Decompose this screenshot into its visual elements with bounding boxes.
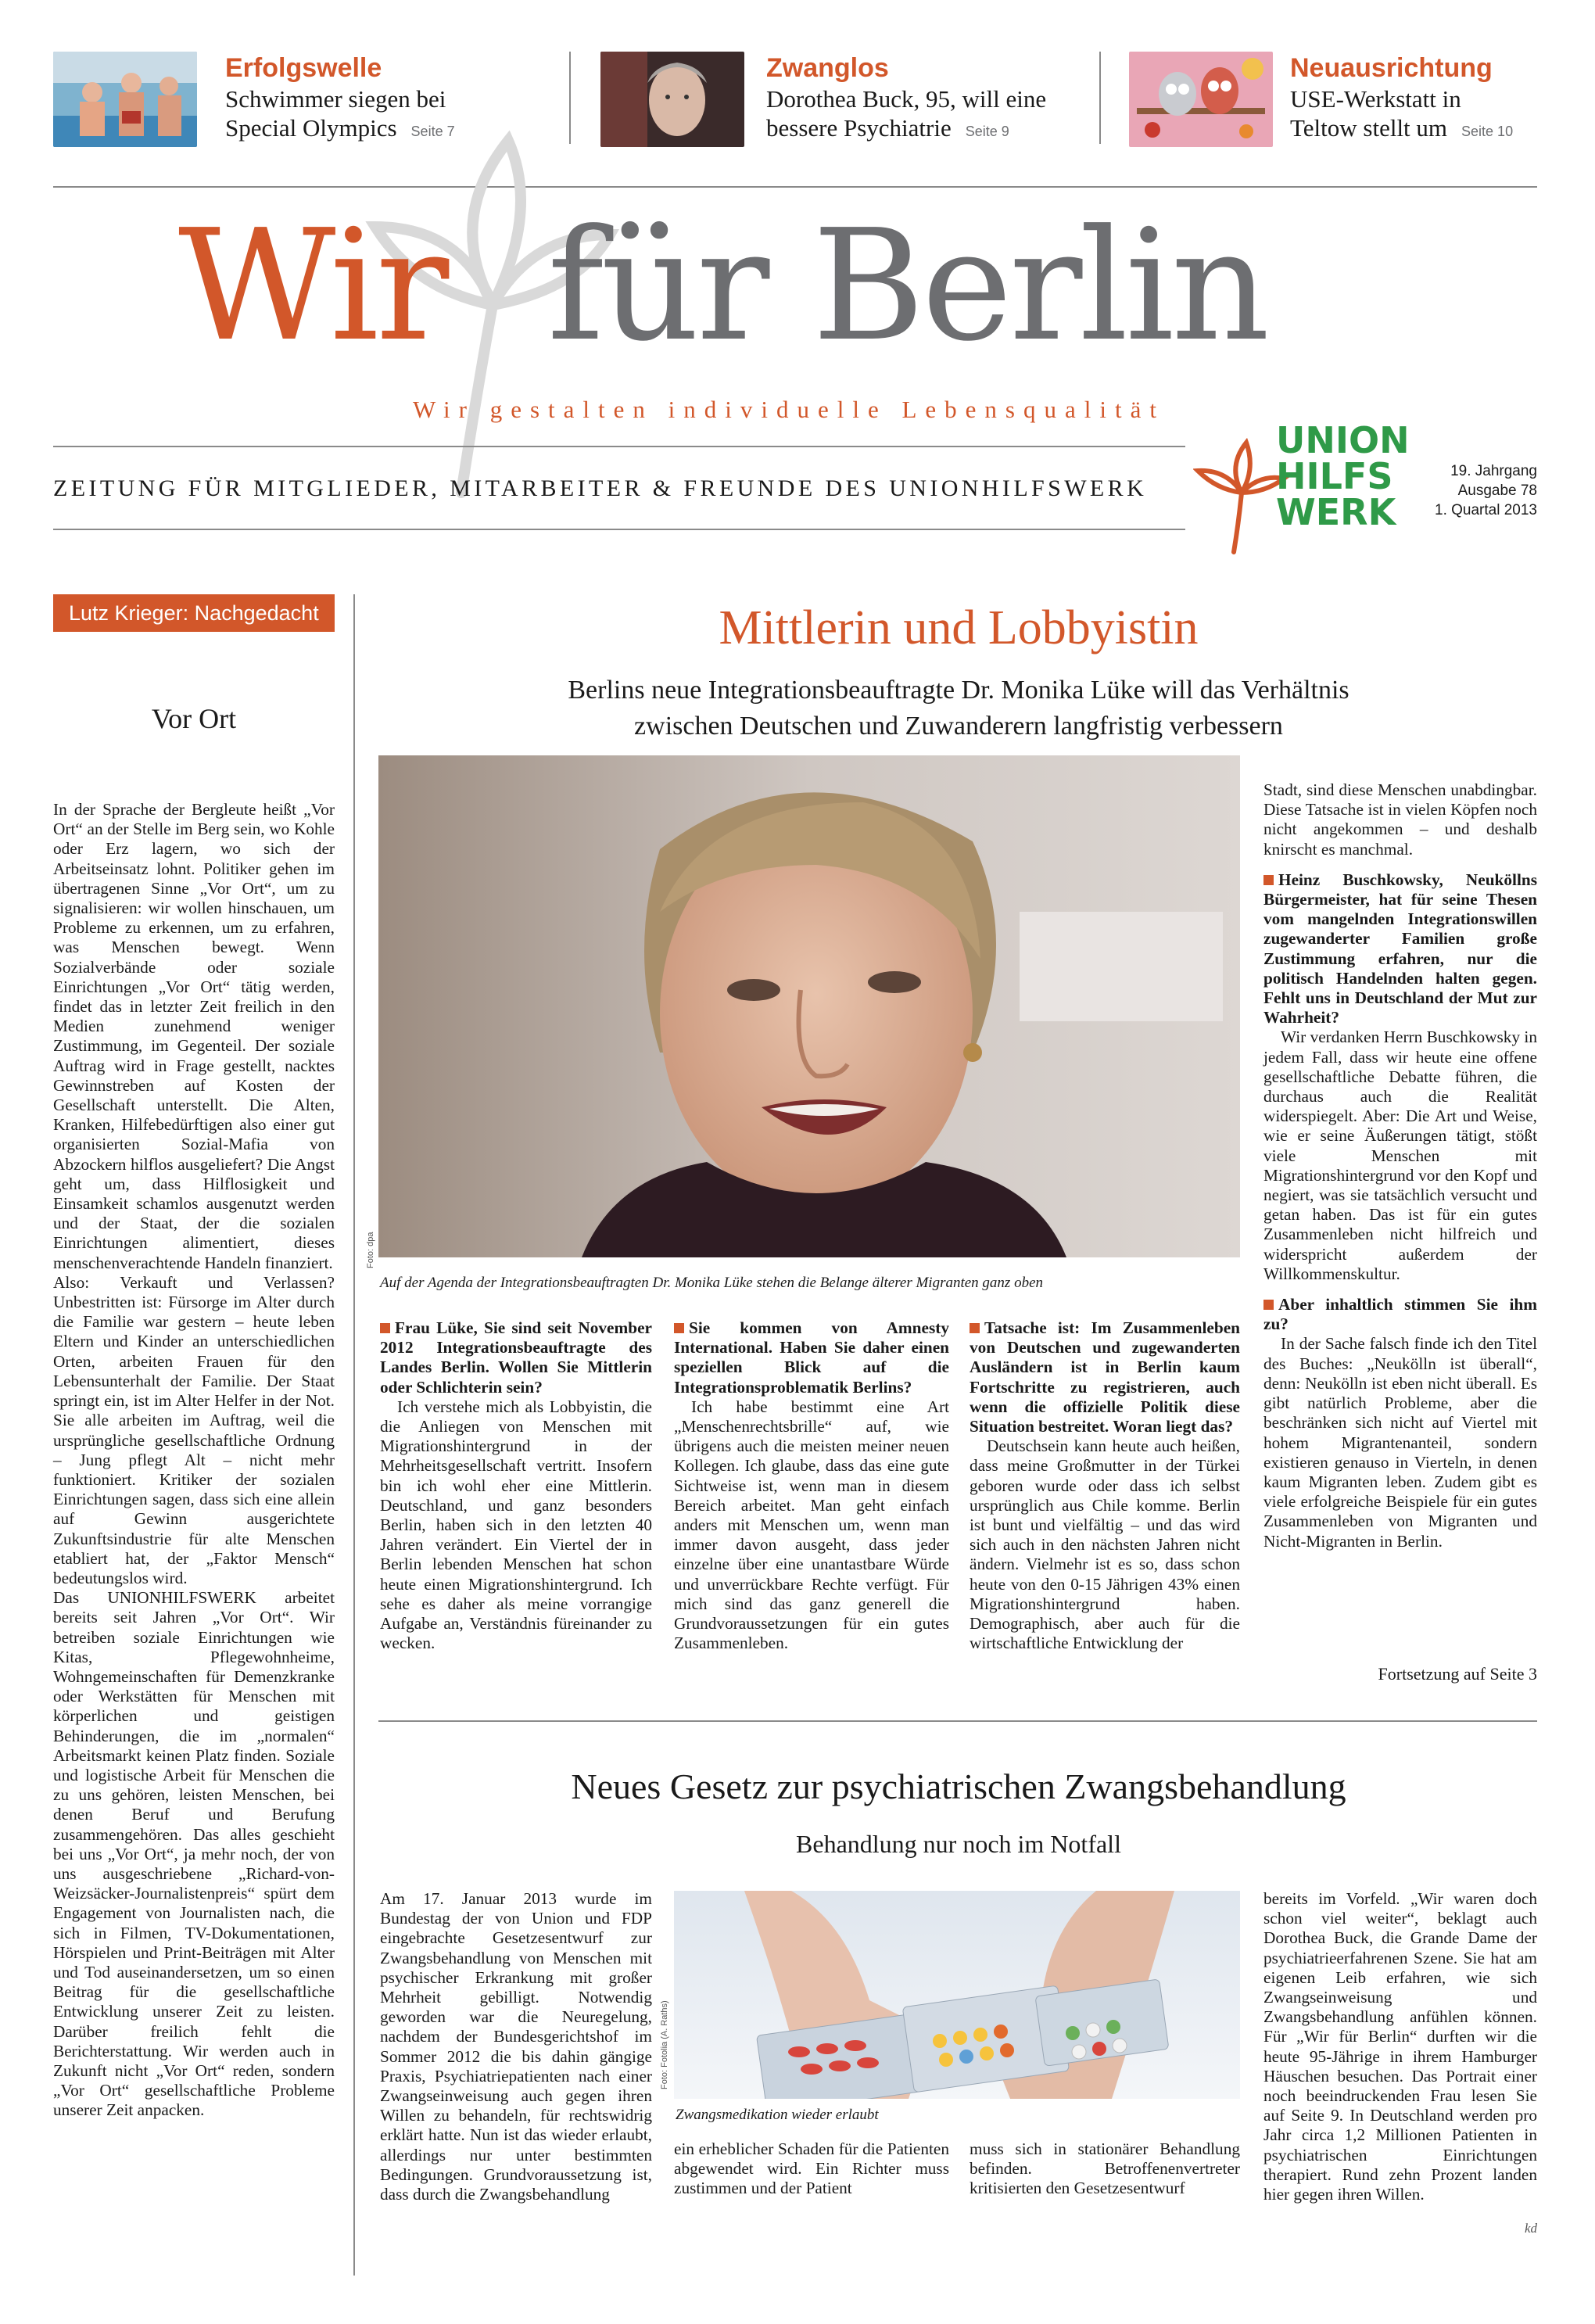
teaser-line: USE-Werkstatt in bbox=[1290, 85, 1461, 113]
issue-info bbox=[1407, 461, 1537, 520]
interview-question bbox=[380, 1318, 652, 1397]
masthead-title-berlin[interactable]: für Berlin bbox=[547, 197, 1267, 375]
issue-quarter: 1. Quartal 2013 bbox=[1435, 502, 1537, 518]
interview-answer: Deutschsein kann heute auch heißen, dass meine Großmutter in der Türkei geboren wurde oder dass ich selbst ursprünglich aus Chile komme. Berlin ist bunt und vielfältig – und das wird sich auch in den nächsten Jahren nicht ändern. Vielmehr ist es so, dass schon heute von den 0-15 Jährigen 43% einen Migrationshintergrund haben. Demographisch, aber auch für die wirtschaftliche Entwicklung der bbox=[970, 1436, 1240, 1653]
article-paragraph: muss sich in stationärer Behandlung befinden. Betroffenenvertreter kritisierten den Gesetzesentwurf bbox=[970, 2139, 1240, 2198]
teaser-line: Dorothea Buck, 95, will eine bbox=[766, 85, 1047, 113]
bullet-square-icon bbox=[380, 1323, 390, 1333]
teaser-line: Teltow stellt um bbox=[1290, 114, 1448, 142]
second-subhead: Behandlung nur noch im Notfall bbox=[796, 1830, 1121, 1858]
second-column-1 bbox=[380, 1889, 652, 2204]
logo-text-union: UNION bbox=[1276, 419, 1410, 461]
bullet-square-icon bbox=[1263, 875, 1274, 885]
lead-subhead-line: Berlins neue Integrationsbeauftragte Dr. Monika Lüke will das Verhältnis bbox=[568, 676, 1349, 705]
bullet-square-icon bbox=[1263, 1300, 1274, 1310]
interview-answer: Stadt, sind diese Menschen unabdingbar. Diese Tatsache ist in vielen Köpfen noch nicht angekommen – und deshalb knirscht es manchmal. bbox=[1263, 780, 1537, 859]
lead-column-1 bbox=[380, 1318, 652, 1653]
teaser-line: Schwimmer siegen bei bbox=[225, 85, 446, 113]
second-column-4 bbox=[1263, 1889, 1537, 2204]
lead-subhead bbox=[380, 672, 1537, 744]
photo-credit: Foto: dpa bbox=[366, 1232, 375, 1268]
teaser-line: bessere Psychiatrie bbox=[766, 114, 952, 142]
second-photo-caption: Zwangsmedikation wieder erlaubt bbox=[676, 2107, 879, 2123]
masthead-top-rule bbox=[53, 186, 1537, 188]
interview-answer: Wir verdanken Herrn Buschkowsky in jedem Fall, dass wir heute eine offene gesellschaftliche Debatte führen, die durchaus auch die Realität widerspiegelt. Aber: Die Art und Weise, wie er seine Äußerungen tätigt, stößt viele Menschen mit Migrationshintergrund vor den Kopf und negiert, was sie tatsächlich versucht und getan haben. Das ist für ein gutes Zusammenleben nicht hilfreich und widerspricht außerdem der Willkommenskultur. bbox=[1263, 1028, 1537, 1283]
second-column-3 bbox=[970, 2139, 1240, 2199]
interview-answer: Ich verstehe mich als Lobbyistin, die die Anliegen von Menschen mit Migrationshintergrund in der Mehrheitsgesellschaft vertritt. Insofern bin ich wohl eher eine Mittlerin. Deutschland, und ganz besonders Berlin, haben sich in den letzten 40 Jahren verändert. Ein Viertel der in Berlin lebenden Menschen hat schon heute einen Migrationshintergrund. Ich sehe es daher als meine vorrangige Aufgabe an, Verständnis füreinander zu wecken. bbox=[380, 1397, 652, 1653]
lead-headline[interactable]: Mittlerin und Lobbyistin bbox=[719, 601, 1199, 655]
interview-question bbox=[1263, 870, 1537, 1028]
interview-question-text: Aber inhaltlich stimmen Sie ihm zu? bbox=[1263, 1295, 1537, 1334]
lead-photo-caption: Auf der Agenda der Integrationsbeauftragten Dr. Monika Lüke stehen die Belange älterer Migranten ganz oben bbox=[380, 1275, 1043, 1291]
lead-subhead-line: zwischen Deutschen und Zuwanderern langfristig verbessern bbox=[634, 712, 1283, 741]
teaser-line-with-page bbox=[1290, 113, 1513, 146]
author-initials: kd bbox=[1524, 2221, 1537, 2236]
article-separator-rule bbox=[378, 1720, 1537, 1722]
photo-credit: Foto: Fotolia (A. Raths) bbox=[660, 2000, 669, 2089]
commentary-paragraph: Das UNIONHILFSWERK arbeitet bereits seit Jahren „Vor Ort“. Wir betreiben soziale Einrichtungen wie Kitas, Pflegewohnheime, Wohngemeinschaften für Demenzkranke oder Werkstätten für Menschen mit körperlichen und geistigen Behinderungen, die im „normalen“ Arbeitsmarkt keinen Platz finden. Soziale und logistische Arbeit für Menschen die zu uns gehören, leisten Menschen, bei denen Beruf und Berufung zusammengehören. Das alles geschieht bei uns „Vor Ort“, ja mehr noch, der von uns ausgeschriebene „Richard-von-Weizsäcker-Journalistenpreis“ spürt dem Engagement von Journalisten nach, die sich in Filmen, TV-Dokumentationen, Hörspielen und Print-Beiträgen mit Alter und Tod auseinandersetzen, um so einen Beitrag für die gesellschaftliche Entwicklung unserer Zeit zu leisten. Darüber freilich fehlt die Berichterstattung. Wir werden auch in Zukunft nicht „Vor Ort“ reden, sondern „Vor Ort“ gesellschaftliche Probleme unserer Zeit anpacken. bbox=[53, 1588, 335, 2120]
subtitle-top-rule bbox=[53, 446, 1185, 447]
interview-question-text: Sie kommen von Amnesty International. Haben Sie daher einen speziellen Blick auf die Integrationsproblematik Berlins? bbox=[674, 1318, 949, 1397]
article-paragraph: ein erheblicher Schaden für die Patienten abgewendet wird. Ein Richter muss zustimmen und der Patient bbox=[674, 2139, 949, 2198]
commentary-title[interactable]: Vor Ort bbox=[151, 703, 237, 734]
commentary-paragraph: In der Sprache der Bergleute heißt „Vor Ort“ an der Stelle im Berg sein, wo Kohle oder Erz lagern, wo sich der Arbeitseinsatz lohnt. Politiker gehen im übertragenen Sinne „Vor Ort“, um zu signalisieren: wir wollen hinschauen, um Probleme zu erkennen, um zu erfahren, was Menschen bewegt. Wenn Sozialverbände oder soziale Einrichtungen „Vor Ort“ tätig werden, findet das in letzter Zeit freilich in den Medien zunehmend weniger Zustimmung, im Gegenteil. Der soziale Auftrag wird in Frage gestellt, nacktes Gewinnstreben auf Kosten der Gesellschaft unterstellt. Die Alten, Kranken, Hilfebedürftigen also einer gut organisierten Sozial-Mafia von Abzockern hilflos ausgeliefert? Die Angst geht um, dass Hilflosigkeit und Einsamkeit schamlos ausgenutzt werden und der Staat, der die sozialen Einrichtungen alimentiert, dieses menschenverachtende Handeln finanziert. bbox=[53, 800, 335, 1272]
interview-question bbox=[1263, 1295, 1537, 1334]
teaser-photo-swimmers[interactable] bbox=[53, 52, 197, 147]
lead-column-3 bbox=[970, 1318, 1240, 1653]
masthead-slogan: Wir gestalten individuelle Lebensqualität bbox=[413, 396, 1165, 423]
second-photo-pills[interactable] bbox=[674, 1891, 1240, 2099]
lead-column-2 bbox=[674, 1318, 949, 1653]
interview-answer: Ich habe bestimmt eine Art „Menschenrechtsbrille“ auf, wie übrigens auch die meisten meiner neuen Kollegen. Ich glaube, dass das eine gute Sichtweise ist, wenn man in diesem Bereich arbeitet. Man geht einfach anders mit Menschen um, wenn man immer davon ausgeht, dass jeder einzelne über eine unantastbare Würde und unverrückbare Rechte verfügt. Für mich sind das ganz generell die Grundvoraussetzungen für ein gutes Zusammenleben. bbox=[674, 1397, 949, 1653]
interview-answer: In der Sache falsch finde ich den Titel des Buches: „Neukölln ist überall“, denn: Neukölln ist eben nicht überall. Es gibt natürlich Probleme, aber die beschränken sich nicht auf Viertel mit hohem Migrantenanteil, sondern existieren genauso in Vierteln, in denen kaum Migranten leben. Zudem gibt es viele erfolgreiche Beispiele für ein gutes Zusammenleben von Migranten und Nicht-Migranten in Berlin. bbox=[1263, 1334, 1537, 1551]
interview-question-text: Tatsache ist: Im Zusammenleben von Deutschen und zugewanderten Ausländern ist in Berlin kaum Fortschritte zu registrieren, auch wenn die offizielle Politik diese Situation bestreitet. Woran liegt das? bbox=[970, 1318, 1240, 1436]
continued-link[interactable]: Fortsetzung auf Seite 3 bbox=[1378, 1664, 1537, 1684]
interview-question bbox=[674, 1318, 949, 1397]
page-reference: Seite 7 bbox=[410, 124, 455, 139]
commentary-paragraph: Also: Verkauft und Verlassen? Unbestritten ist: Fürsorge im Alter durch die Familie war gestern – heute leben Eltern und Kinder an unterschiedlichen Orten, arbeiten Frauen für den Lebensunterhalt der Familie. Der Staat springt ein, ist im Alter Helfer in der Not. Sie alle arbeiten im Auftrag, weil die ursprüngliche gesellschaftliche Ordnung – Jung pflegt Alt – nicht mehr funktioniert. Kritiker der sozialen Einrichtungen sagen, dass sich eine allein auf Gewinn ausgerichtete Zukunftsindustrie für alte Menschen etabliert hat, der „Faktor Mensch“ bedeutungslos wird. bbox=[53, 1272, 335, 1587]
article-paragraph: Am 17. Januar 2013 wurde im Bundestag der von Union und FDP eingebrachte Gesetzesentwurf zur Zwangsbehandlung von Menschen mit psychischer Erkrankung mit großer Mehrheit gebilligt. Notwendig geworden war die Neuregelung, nachdem der Bundesgerichtshof im Sommer 2012 die bis dahin gängige Praxis, Psychiatriepatienten nach einer Zwangseinweisung auch gegen ihren Willen zu behandeln, für rechtswidrig erklärt hatte. Nun ist das wieder erlaubt, allerdings nur unter bestimmten Bedingungen. Grundvoraussetzung ist, dass durch die Zwangsbehandlung bbox=[380, 1889, 652, 2204]
teaser-photo-owls-craft[interactable] bbox=[1129, 52, 1273, 147]
article-paragraph: bereits im Vorfeld. „Wir waren doch schon viel weiter“, beklagt auch Dorothea Buck, die Grande Dame der psychiatrieerfahrenen Szene. Sie hat am eigenen Leib erfahren, wie sich Zwangseinweisung und Zwangsbehandlung anfühlen können. Für „Wir für Berlin“ durften wir die heute 95-Jährige in ihrem Hamburger Häuschen besuchen. Das Portrait einer noch beeindruckenden Frau lesen Sie auf Seite 9. In Deutschland werden pro Jahr circa 1,2 Millionen Patienten in psychiatrischen Einrichtungen therapiert. Rund zehn Prozent landen hier gegen ihren Willen. bbox=[1263, 1889, 1537, 2204]
interview-question bbox=[970, 1318, 1240, 1436]
teaser-divider bbox=[1099, 52, 1101, 144]
interview-question-text: Frau Lüke, Sie sind seit November 2012 Integrationsbeauftragte des Landes Berlin. Wollen Sie Mittlerin oder Schlichterin sein? bbox=[380, 1318, 652, 1397]
logo-text-werk: WERK bbox=[1276, 491, 1396, 533]
issue-number: Ausgabe 78 bbox=[1457, 482, 1537, 499]
bullet-square-icon bbox=[970, 1323, 980, 1333]
lead-photo-portrait[interactable] bbox=[378, 755, 1240, 1257]
lead-column-4 bbox=[1263, 780, 1537, 1551]
teaser-title[interactable]: Zwanglos bbox=[766, 53, 889, 83]
subtitle-bottom-rule bbox=[53, 529, 1185, 530]
commentary-tag[interactable]: Lutz Krieger: Nachgedacht bbox=[53, 594, 335, 632]
issue-volume: 19. Jahrgang bbox=[1450, 463, 1537, 479]
teaser-title[interactable]: Erfolgswelle bbox=[225, 53, 382, 83]
page-reference: Seite 10 bbox=[1461, 124, 1514, 139]
teaser-title[interactable]: Neuausrichtung bbox=[1290, 53, 1493, 83]
second-column-2 bbox=[674, 2139, 949, 2199]
second-headline[interactable]: Neues Gesetz zur psychiatrischen Zwangsbehandlung bbox=[571, 1766, 1346, 1806]
masthead-title-wir[interactable]: Wir bbox=[178, 197, 446, 375]
interview-question-text: Heinz Buschkowsky, Neuköllns Bürgermeister, hat für seine Thesen vom mangelnden Integrationswillen zugewanderter Familien große Zustimmung erfahren, nur die politisch Handelnden halten gegen. Fehlt uns in Deutschland der Mut zur Wahrheit? bbox=[1263, 870, 1537, 1028]
teaser-line: Special Olympics bbox=[225, 114, 397, 142]
bullet-square-icon bbox=[674, 1323, 684, 1333]
page-reference: Seite 9 bbox=[965, 124, 1009, 139]
logo-text-hilfs: HILFS bbox=[1276, 455, 1393, 497]
teaser-line-with-page bbox=[766, 113, 1009, 146]
commentary-column-divider bbox=[353, 594, 355, 2276]
commentary-body bbox=[53, 800, 335, 2121]
masthead-subtitle: ZEITUNG FÜR MITGLIEDER, MITARBEITER & FREUNDE DES UNIONHILFSWERK bbox=[53, 475, 1148, 501]
